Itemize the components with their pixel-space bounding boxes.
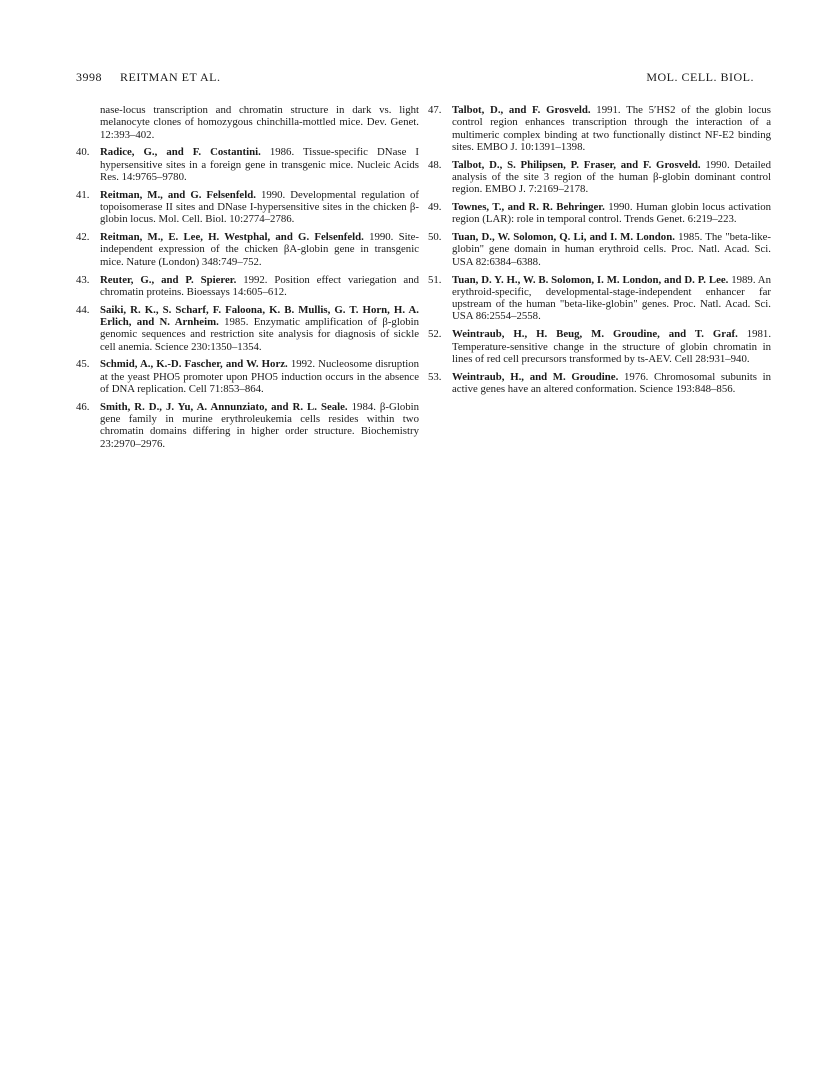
reference-42 [76,231,419,268]
reference-text: 1984. β-Globin gene family in murine erythroleukemia cells resides within two chromatin domains differing in higher order structure. Biochemistry 23:2970–2976. [100,400,420,450]
reference-46 [76,401,419,450]
reference-number: 52. [428,328,442,341]
reference-49 [428,201,771,226]
reference-number: 43. [76,273,90,286]
reference-authors: Townes, T., and R. R. Behringer. [452,201,605,214]
reference-text: 1986. Tissue-specific DNase I hypersensitive sites in a foreign gene in transgenic mice. Nucleic Acids Res. 14:9765–9780. [100,146,419,183]
reference-53 [428,371,771,396]
references-left-column [76,104,419,455]
reference-number: 40. [76,146,90,159]
reference-number: 46. [76,400,90,413]
references-right-column [428,104,771,401]
reference-authors: Reitman, M., and G. Felsenfeld. [100,188,256,201]
reference-authors: Schmid, A., K.-D. Fascher, and W. Horz. [100,358,288,371]
page-number: 3998 [76,70,102,84]
reference-authors: Talbot, D., and F. Grosveld. [452,104,591,116]
reference-52 [428,328,771,365]
reference-number: 44. [76,303,90,316]
reference-50 [428,231,771,268]
reference-authors: Reuter, G., and P. Spierer. [100,273,237,286]
reference-39-continuation: nase-locus transcription and chromatin structure in dark vs. light melanocyte clones of homozygous chinchilla-mottled mice. Dev. Genet. 12:393–402. [100,104,419,141]
reference-authors: Tuan, D., W. Solomon, Q. Li, and I. M. London. [452,231,675,244]
reference-48 [428,159,771,196]
reference-text: 1990. Detailed analysis of the site 3 region of the human β-globin dominant control region. EMBO J. 7:2169–2178. [452,158,771,196]
reference-authors: Tuan, D. Y. H., W. B. Solomon, I. M. London, and D. P. Lee. [452,273,729,286]
reference-number: 48. [428,158,442,171]
reference-authors: Reitman, M., E. Lee, H. Westphal, and G. Felsenfeld. [100,231,364,244]
reference-number: 49. [428,201,442,214]
reference-number: 42. [76,231,90,244]
reference-45 [76,358,419,395]
reference-text: 1989. An erythroid-specific, developmental-stage-independent enhancer far upstream of the human "beta-like-globin" genes. Proc. Natl. Acad. Sci. USA 86:2554–2558. [452,273,771,323]
reference-number: 41. [76,188,90,201]
reference-text: 1992. Nucleosome disruption at the yeast PHO5 promoter upon PHO5 induction occurs in the absence of DNA replication. Cell 71:853–864. [100,358,419,395]
reference-text: 1976. Chromosomal subunits in active genes have an altered conformation. Science 193:848–856. [452,370,771,395]
reference-authors: Smith, R. D., J. Yu, A. Annunziato, and R. L. Seale. [100,400,348,413]
reference-51 [428,274,771,323]
reference-text: 1991. The 5′HS2 of the globin locus control region enhances transcription through the interaction of a multimeric complex binding at two functionally distinct NF-E2 binding sites. EMBO J. 10:1391–1398. [452,104,772,153]
reference-number: 53. [428,370,442,383]
reference-authors: Weintraub, H., and M. Groudine. [452,370,619,383]
reference-number: 45. [76,358,90,371]
reference-text: 1985. Enzymatic amplification of β-globin genomic sequences and restriction site analysis for diagnosis of sickle cell anemia. Science 230:1350–1354. [100,315,420,353]
reference-authors: Talbot, D., S. Philipsen, P. Fraser, and F. Grosveld. [452,158,701,171]
reference-text: 1990. Site-independent expression of the chicken βA-globin gene in transgenic mice. Nature (London) 348:749–752. [100,231,419,268]
running-head-journal: MOL. CELL. BIOL. [646,70,754,84]
running-head-authors: REITMAN ET AL. [120,70,221,84]
reference-40 [76,146,419,183]
reference-text: 1992. Position effect variegation and chromatin proteins. Bioessays 14:605–612. [100,273,419,298]
reference-text: 1981. Temperature-sensitive change in the structure of globin chromatin in lines of red cell precursors transformed by ts-AEV. Cell 28:931–940. [452,328,772,365]
reference-41 [76,189,419,226]
reference-authors: Weintraub, H., H. Beug, M. Groudine, and T. Graf. [452,328,738,341]
reference-text: 1990. Developmental regulation of topoisomerase II sites and DNase I-hypersensitive sites in the chicken β-globin locus. Mol. Cell. Biol. 10:2774–2786. [100,188,419,226]
reference-44 [76,304,419,353]
reference-text: 1985. The "beta-like-globin" gene domain in human erythroid cells. Proc. Natl. Acad. Sci. USA 82:6384–6388. [452,231,772,268]
reference-47 [428,104,771,153]
reference-authors: Radice, G., and F. Costantini. [100,146,261,159]
reference-authors: Saiki, R. K., S. Scharf, F. Faloona, K. B. Mullis, G. T. Horn, H. A. Erlich, and N. Arnheim. [100,303,419,328]
reference-text: 1990. Human globin locus activation region (LAR): role in temporal control. Trends Genet. 6:219–223. [452,201,771,226]
reference-43 [76,274,419,299]
reference-number: 51. [428,273,442,286]
reference-number: 47. [428,104,442,116]
reference-number: 50. [428,231,442,244]
